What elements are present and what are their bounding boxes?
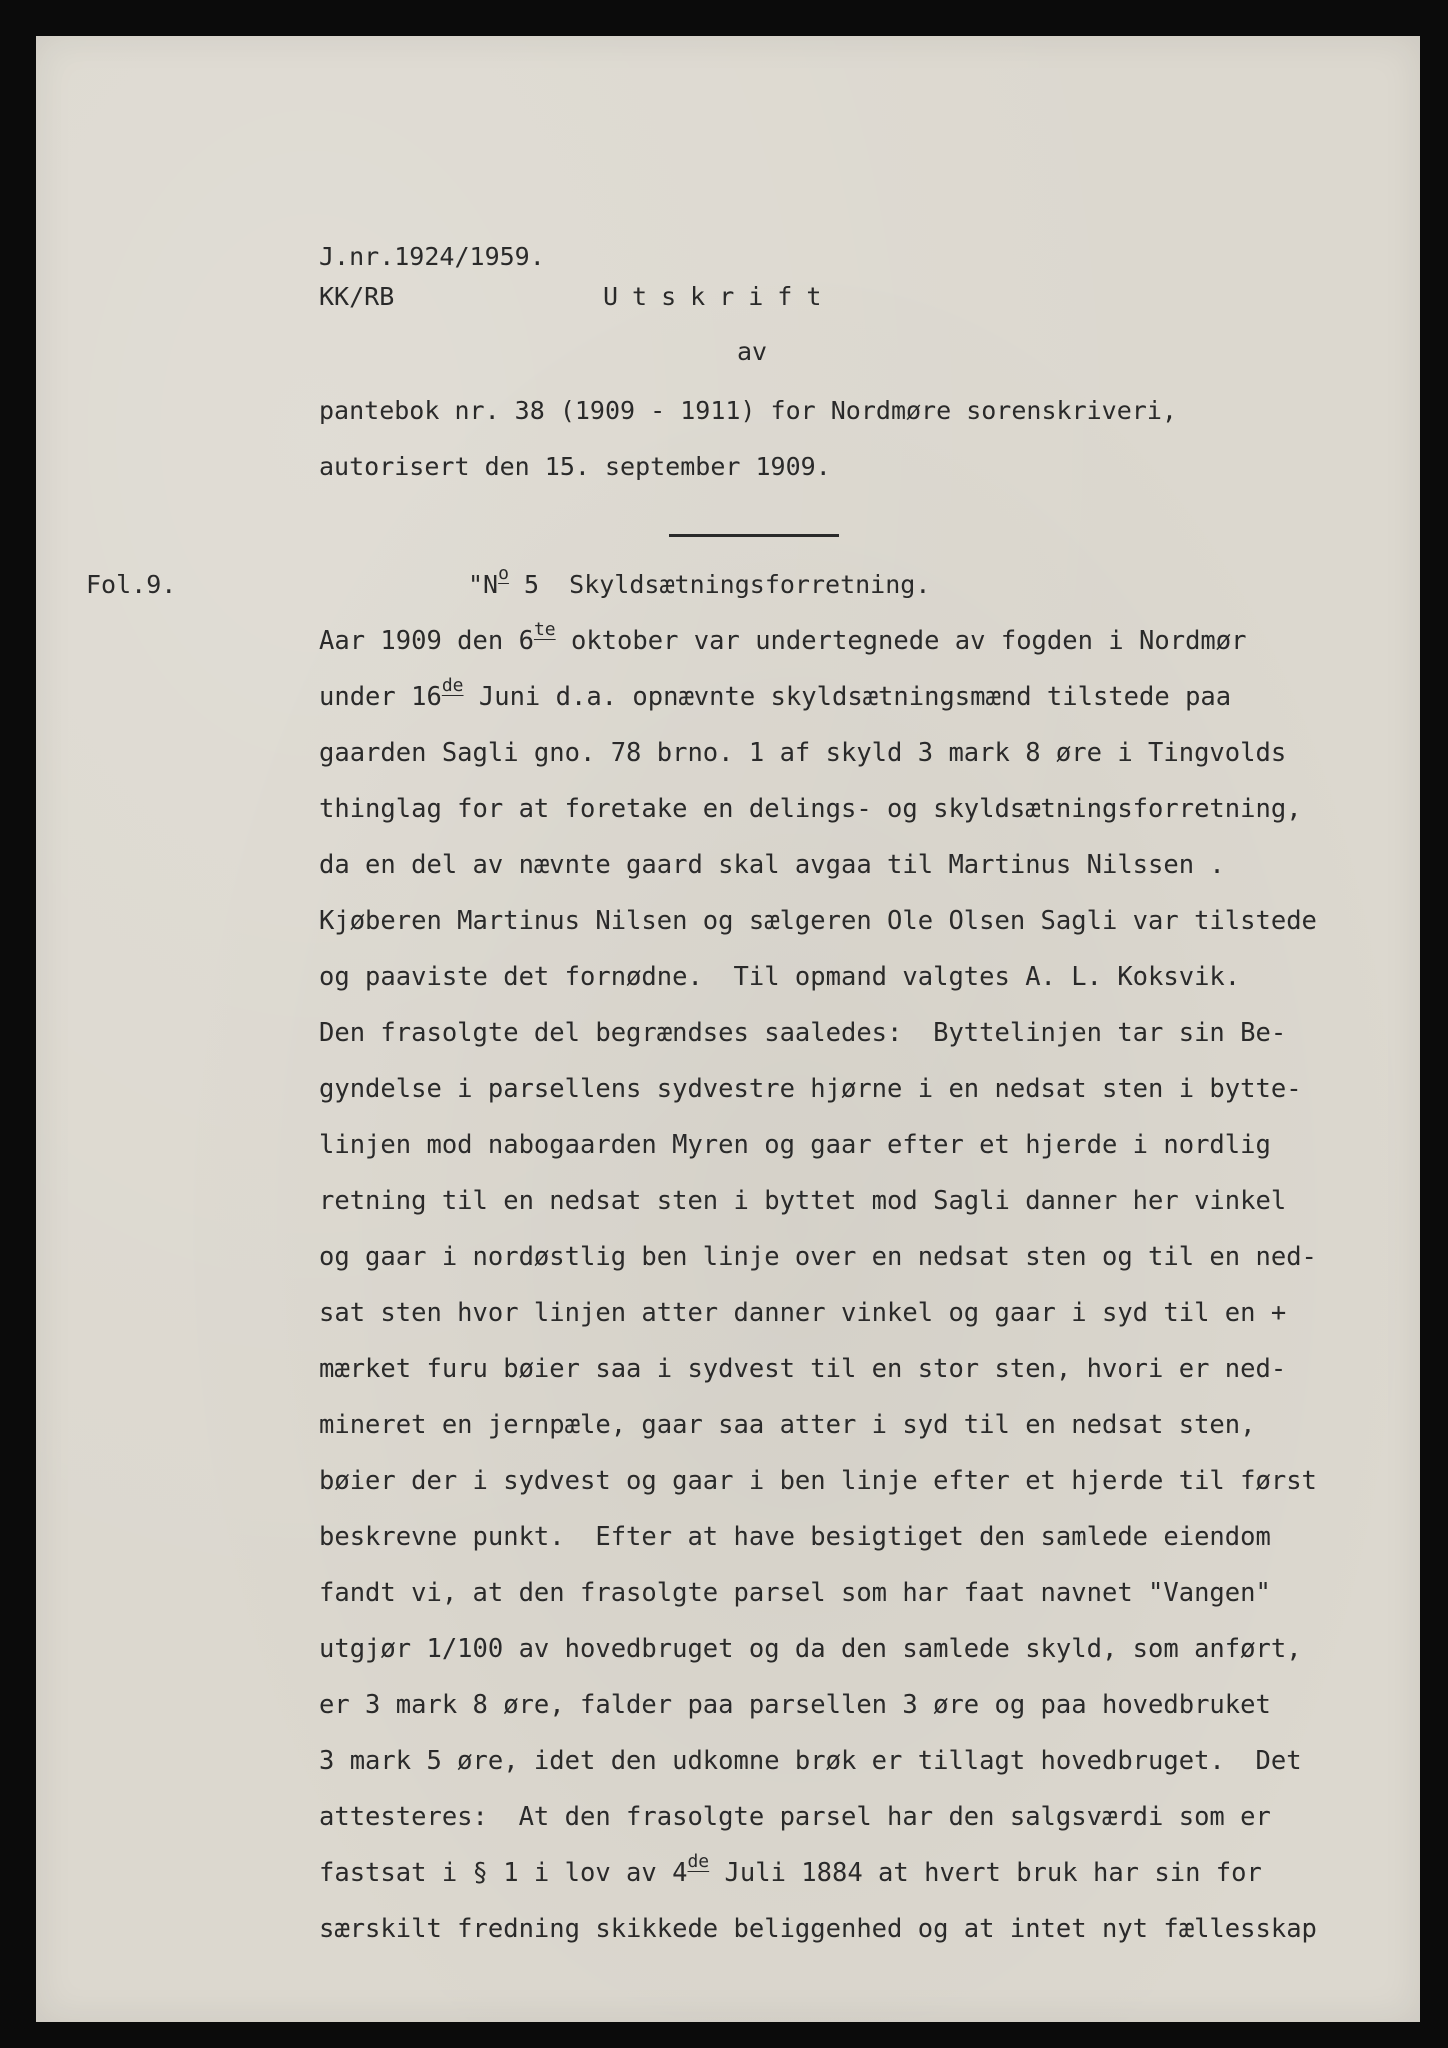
- body-line-19: utgjør 1/100 av hovedbruget og da den samlede skyld, som anført,: [319, 1634, 1302, 1664]
- body-line-17: beskrevne punkt. Efter at have besigtiget den samlede eiendom: [319, 1522, 1271, 1552]
- body-line-11: retning til en nedsat sten i byttet mod Sagli danner her vinkel: [319, 1186, 1287, 1216]
- body-line-22: attesteres: At den frasolgte parsel har den salgsværdi som er: [319, 1802, 1271, 1832]
- body-line-23-b: Juli 1884 at hvert bruk har sin for: [709, 1858, 1262, 1888]
- body-line-21: 3 mark 5 øre, idet den udkomne brøk er tillagt hovedbruget. Det: [319, 1746, 1302, 1776]
- body-line-02: [319, 675, 1232, 712]
- body-line-16: bøier der i sydvest og gaar i ben linje efter et hjerde til først: [319, 1466, 1317, 1496]
- body-line-23-sup: de: [687, 1851, 710, 1872]
- entry-heading: [468, 563, 931, 599]
- body-line-08: Den frasolgte del begrændses saaledes: Byttelinjen tar sin Be-: [319, 1018, 1287, 1048]
- entry-no-sup: o: [498, 563, 509, 584]
- body-line-03: gaarden Sagli gno. 78 brno. 1 af skyld 3 mark 8 øre i Tingvolds: [319, 738, 1287, 768]
- body-line-09: gyndelse i parsellens sydvestre hjørne i en nedsat sten i bytte-: [319, 1074, 1302, 1104]
- source-line-1: pantebok nr. 38 (1909 - 1911) for Nordmøre sorenskriveri,: [319, 396, 1177, 425]
- body-line-07: og paaviste det fornødne. Til opmand valgtes A. L. Koksvik.: [319, 962, 1241, 992]
- body-line-06: Kjøberen Martinus Nilsen og sælgeren Ole Olsen Sagli var tilstede: [319, 906, 1317, 936]
- body-line-01-sup: te: [533, 619, 556, 640]
- body-line-01-b: oktober var undertegnede av fogden i Nordmør: [555, 626, 1247, 656]
- body-line-23-a: fastsat i § 1 i lov av 4: [319, 1858, 688, 1888]
- folio-marker: Fol.9.: [86, 570, 177, 599]
- body-line-01: [319, 619, 1247, 656]
- entry-heading-text: 5 Skyldsætningsforretning.: [508, 570, 931, 599]
- body-line-18: fandt vi, at den frasolgte parsel som har faat navnet "Vangen": [319, 1578, 1271, 1608]
- body-line-15: mineret en jernpæle, gaar saa atter i syd til en nedsat sten,: [319, 1410, 1256, 1440]
- document-page: [36, 36, 1420, 2022]
- source-line-2: autorisert den 15. september 1909.: [319, 452, 831, 481]
- body-line-05: da en del av nævnte gaard skal avgaa til Martinus Nilssen .: [319, 850, 1225, 880]
- entry-no-prefix: "N: [468, 570, 499, 599]
- body-line-24: særskilt fredning skikkede beliggenhed og at intet nyt fællesskap: [319, 1914, 1317, 1944]
- body-line-14: mærket furu bøier saa i sydvest til en stor sten, hvori er ned-: [319, 1354, 1287, 1384]
- journal-number: J.nr.1924/1959.: [319, 242, 545, 271]
- body-line-10: linjen mod nabogaarden Myren og gaar efter et hjerde i nordlig: [319, 1130, 1271, 1160]
- body-line-23: [319, 1851, 1262, 1888]
- body-line-01-a: Aar 1909 den 6: [319, 626, 534, 656]
- body-line-02-b: Juni d.a. opnævnte skyldsætningsmænd tilstede paa: [463, 682, 1232, 712]
- body-line-04: thinglag for at foretake en delings- og skyldsætningsforretning,: [319, 794, 1302, 824]
- body-line-02-a: under 16: [319, 682, 442, 712]
- body-line-20: er 3 mark 8 øre, falder paa parsellen 3 øre og paa hovedbruket: [319, 1690, 1271, 1720]
- initials: KK/RB: [319, 282, 395, 311]
- body-line-13: sat sten hvor linjen atter danner vinkel og gaar i syd til en +: [319, 1298, 1287, 1328]
- body-line-02-sup: de: [441, 675, 464, 696]
- divider-rule: [669, 534, 839, 537]
- body-line-12: og gaar i nordøstlig ben linje over en nedsat sten og til en ned-: [319, 1242, 1317, 1272]
- document-title: Utskrift: [603, 282, 836, 311]
- document-title-sub: av: [737, 337, 768, 366]
